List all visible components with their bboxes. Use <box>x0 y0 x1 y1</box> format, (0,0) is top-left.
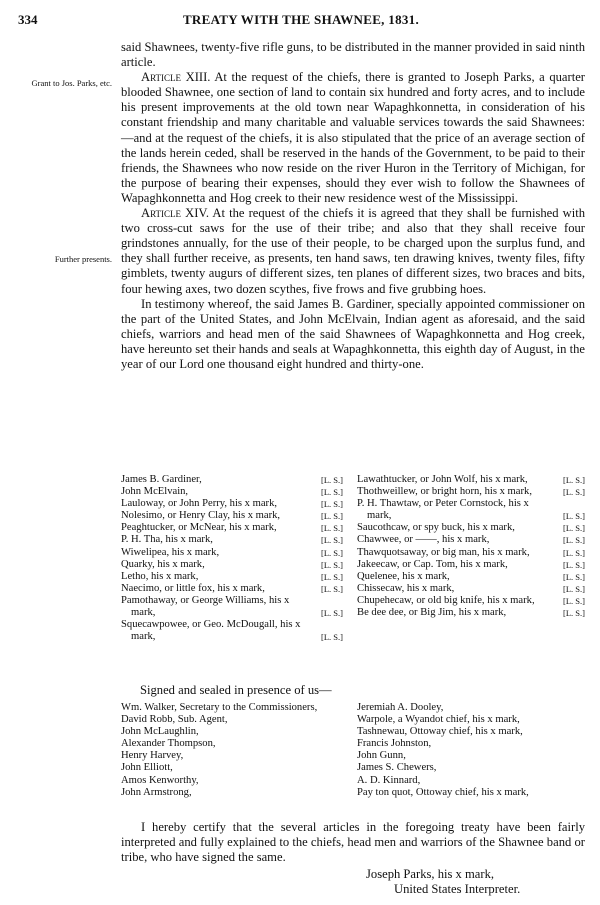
signatory-name: Thawquotsaway, or big man, his x mark, <box>357 546 530 558</box>
signatory-row <box>121 510 343 522</box>
signatory-name: Lauloway, or John Perry, his x mark, <box>121 498 278 510</box>
signatory-name: Pamothaway, or George Williams, his x mark, <box>121 594 290 619</box>
interpreter-name: Joseph Parks, his x mark, <box>366 867 495 881</box>
witness-name: John Armstrong, <box>121 786 192 798</box>
witness-name: John Gunn, <box>357 750 406 762</box>
interpreter-certification: I hereby certify that the several articles in the foregoing treaty have been fairly interpreted and fully explained to the chiefs, head men and warriors of the Shawnee band or tribe, who have signed the same. <box>121 820 585 865</box>
article-xiii-heading: Article XIII. <box>141 70 211 85</box>
seal-mark: [L. S.] <box>321 571 343 582</box>
paragraph-article-xiv <box>121 206 585 297</box>
signatory-row <box>357 547 585 559</box>
seal-mark: [L. S.] <box>321 608 343 619</box>
signatory-name: Quarky, his x mark, <box>121 558 205 570</box>
witness-name: Alexander Thompson, <box>121 738 216 750</box>
signatory-name: John McElvain, <box>121 486 189 498</box>
seal-mark: [L. S.] <box>563 535 585 546</box>
seal-mark: [L. S.] <box>563 547 585 558</box>
witness-name: Pay ton quot, Ottoway chief, his x mark, <box>357 786 529 798</box>
seal-mark: [L. S.] <box>321 511 343 522</box>
signatory-name: James B. Gardiner, <box>121 474 202 485</box>
signatory-row <box>121 595 343 619</box>
signatory-name: Nolesimo, or Henry Clay, his x mark, <box>121 510 281 522</box>
signatory-name: Jakeecaw, or Cap. Tom, his x mark, <box>357 558 508 570</box>
signatory-row <box>121 583 343 595</box>
seal-mark: [L. S.] <box>321 559 343 570</box>
signatory-name: Quelenee, his x mark, <box>357 570 450 582</box>
signatory-row <box>121 498 343 510</box>
seal-mark: [L. S.] <box>563 487 585 498</box>
signatures-left-column <box>121 474 343 643</box>
witness-name: John McLaughlin, <box>121 726 199 738</box>
signatory-row <box>121 522 343 534</box>
paragraph-article-xiii <box>121 70 585 206</box>
signatory-row <box>357 595 585 607</box>
signatory-name: Chissecaw, his x mark, <box>357 582 455 594</box>
signatory-row <box>121 571 343 583</box>
witness-name: John Elliott, <box>121 762 173 774</box>
witness-name: Henry Harvey, <box>121 750 184 762</box>
witness-name: Jeremiah A. Dooley, <box>357 702 444 713</box>
interpreter-title: United States Interpreter. <box>394 882 521 897</box>
signatory-row <box>121 486 343 498</box>
paragraph-testimony: In testimony whereof, the said James B. Gardiner, specially appointed commissioner on the part of the United States, and John McElvain, Indian agent as aforesaid, and the said chiefs, warriors and head men of the said Shawnees of Wapaghkonnetta and Hog creek, have hereunto set their hands and seals at Wapaghkonnetta, this eighth day of August, in the year of our Lord one thousand eight hundred and thirty-one. <box>121 296 585 371</box>
seal-mark: [L. S.] <box>321 475 343 485</box>
signatory-row <box>357 559 585 571</box>
page-number: 334 <box>18 12 38 27</box>
witness-name: Tashnewau, Ottoway chief, his x mark, <box>357 726 523 738</box>
signatory-name: Naecimo, or little fox, his x mark, <box>121 582 265 594</box>
signatory-name: Peaghtucker, or McNear, his x mark, <box>121 522 277 534</box>
signatory-row <box>357 607 585 619</box>
witness-name: Warpole, a Wyandot chief, his x mark, <box>357 714 520 726</box>
signatures-right-column <box>357 474 585 619</box>
seal-mark: [L. S.] <box>563 571 585 582</box>
article-xiii-text: At the request of the chiefs, there is granted to Joseph Parks, a quarter blooded Shawnee, one section of land to contain six hundred and forty acres, and to include his present improvements at the old town near Wapaghkonnetta, in consideration of his constant friendship and many charitable and valuable services towards the said Shawnees:—and at the request of the chiefs, it is also stipulated that the price of an average section of the lands herein ceded, shall be reserved in the hands of the Government, to be paid to their friends, the Shawnees who now reside on the river Huron in the Territory of Michigan, for the purpose of bearing their expenses, should they ever wish to follow the Shawnees of Wapaghkonnetta and Hog creek to their new residence west of the Mississippi. <box>121 70 585 205</box>
margin-note-grant: Grant to Jos. Parks, etc. <box>31 78 112 88</box>
signatory-row <box>357 571 585 583</box>
seal-mark: [L. S.] <box>321 499 343 510</box>
seal-mark: [L. S.] <box>563 511 585 522</box>
article-xiv-heading: Article XIV. <box>141 206 210 221</box>
seal-mark: [L. S.] <box>321 535 343 546</box>
paragraph-rifle-guns: said Shawnees, twenty-five rifle guns, to be distributed in the manner provided in said ninth article. <box>121 40 585 70</box>
seal-mark: [L. S.] <box>321 632 343 643</box>
witnesses-right-column <box>357 702 585 799</box>
seal-mark: [L. S.] <box>321 487 343 498</box>
seal-mark: [L. S.] <box>563 523 585 534</box>
witness-name: David Robb, Sub. Agent, <box>121 714 228 726</box>
witness-name: Francis Johnston, <box>357 738 432 750</box>
seal-mark: [L. S.] <box>563 608 585 619</box>
signatory-row <box>121 547 343 559</box>
witness-name: Wm. Walker, Secretary to the Commissioners, <box>121 702 318 713</box>
interpreter-signature <box>366 867 520 897</box>
signatory-name: Wiwelipea, his x mark, <box>121 546 220 558</box>
signatory-row <box>121 534 343 546</box>
page-header <box>18 12 584 32</box>
seal-mark: [L. S.] <box>563 475 585 485</box>
signatory-row <box>357 522 585 534</box>
signatory-name: P. H. Tha, his x mark, <box>121 534 213 546</box>
article-xiv-text: At the request of the chiefs it is agreed that they shall be furnished with two cross-cut saws for the use of their tribe; and also that they shall receive four grindstones annually, for the use of their people, to be charged upon the surplus fund, and they shall further receive, as presents, ten hand saws, ten drawing knives, twenty files, fifty gimblets, twenty augurs of different sizes, ten planes of different sizes, two braces and bits, four hewing axes, two dozen scythes, five frows and five grubbing hoes. <box>121 206 585 296</box>
signatory-row <box>357 534 585 546</box>
signatory-name: Be dee dee, or Big Jim, his x mark, <box>357 607 507 619</box>
signatory-name: Letho, his x mark, <box>121 570 199 582</box>
seal-mark: [L. S.] <box>321 523 343 534</box>
signatory-row <box>121 559 343 571</box>
signatory-row <box>357 474 585 486</box>
signatory-name: Saucothcaw, or spy buck, his x mark, <box>357 522 515 534</box>
witnesses-left-column <box>121 702 343 799</box>
signatory-name: Chawwee, or ——, his x mark, <box>357 534 490 546</box>
signatory-row <box>121 474 343 486</box>
treaty-body <box>121 40 585 372</box>
seal-mark: [L. S.] <box>321 547 343 558</box>
seal-mark: [L. S.] <box>563 559 585 570</box>
signatory-row <box>121 619 343 643</box>
witness-name: James S. Chewers, <box>357 762 437 774</box>
witness-name: A. D. Kinnard, <box>357 774 421 786</box>
signatory-name: Chupehecaw, or old big knife, his x mark, <box>357 594 535 606</box>
signatory-row <box>357 486 585 498</box>
signatory-name: P. H. Thawtaw, or Peter Cornstock, his x mark, <box>357 498 529 522</box>
seal-mark: [L. S.] <box>563 595 585 606</box>
running-title: TREATY WITH THE SHAWNEE, 1831. <box>182 12 420 27</box>
witness-name: Amos Kenworthy, <box>121 774 199 786</box>
signatory-row <box>357 498 585 522</box>
signatory-name: Squecawpowee, or Geo. McDougall, his x mark, <box>121 619 301 643</box>
seal-mark: [L. S.] <box>321 583 343 594</box>
presence-heading: Signed and sealed in presence of us— <box>140 683 332 697</box>
seal-mark: [L. S.] <box>563 583 585 594</box>
signatory-name: Lawathtucker, or John Wolf, his x mark, <box>357 474 528 485</box>
signatory-name: Thothweillew, or bright horn, his x mark, <box>357 486 532 498</box>
signatory-row <box>357 583 585 595</box>
margin-note-further-presents: Further presents. <box>54 254 112 264</box>
